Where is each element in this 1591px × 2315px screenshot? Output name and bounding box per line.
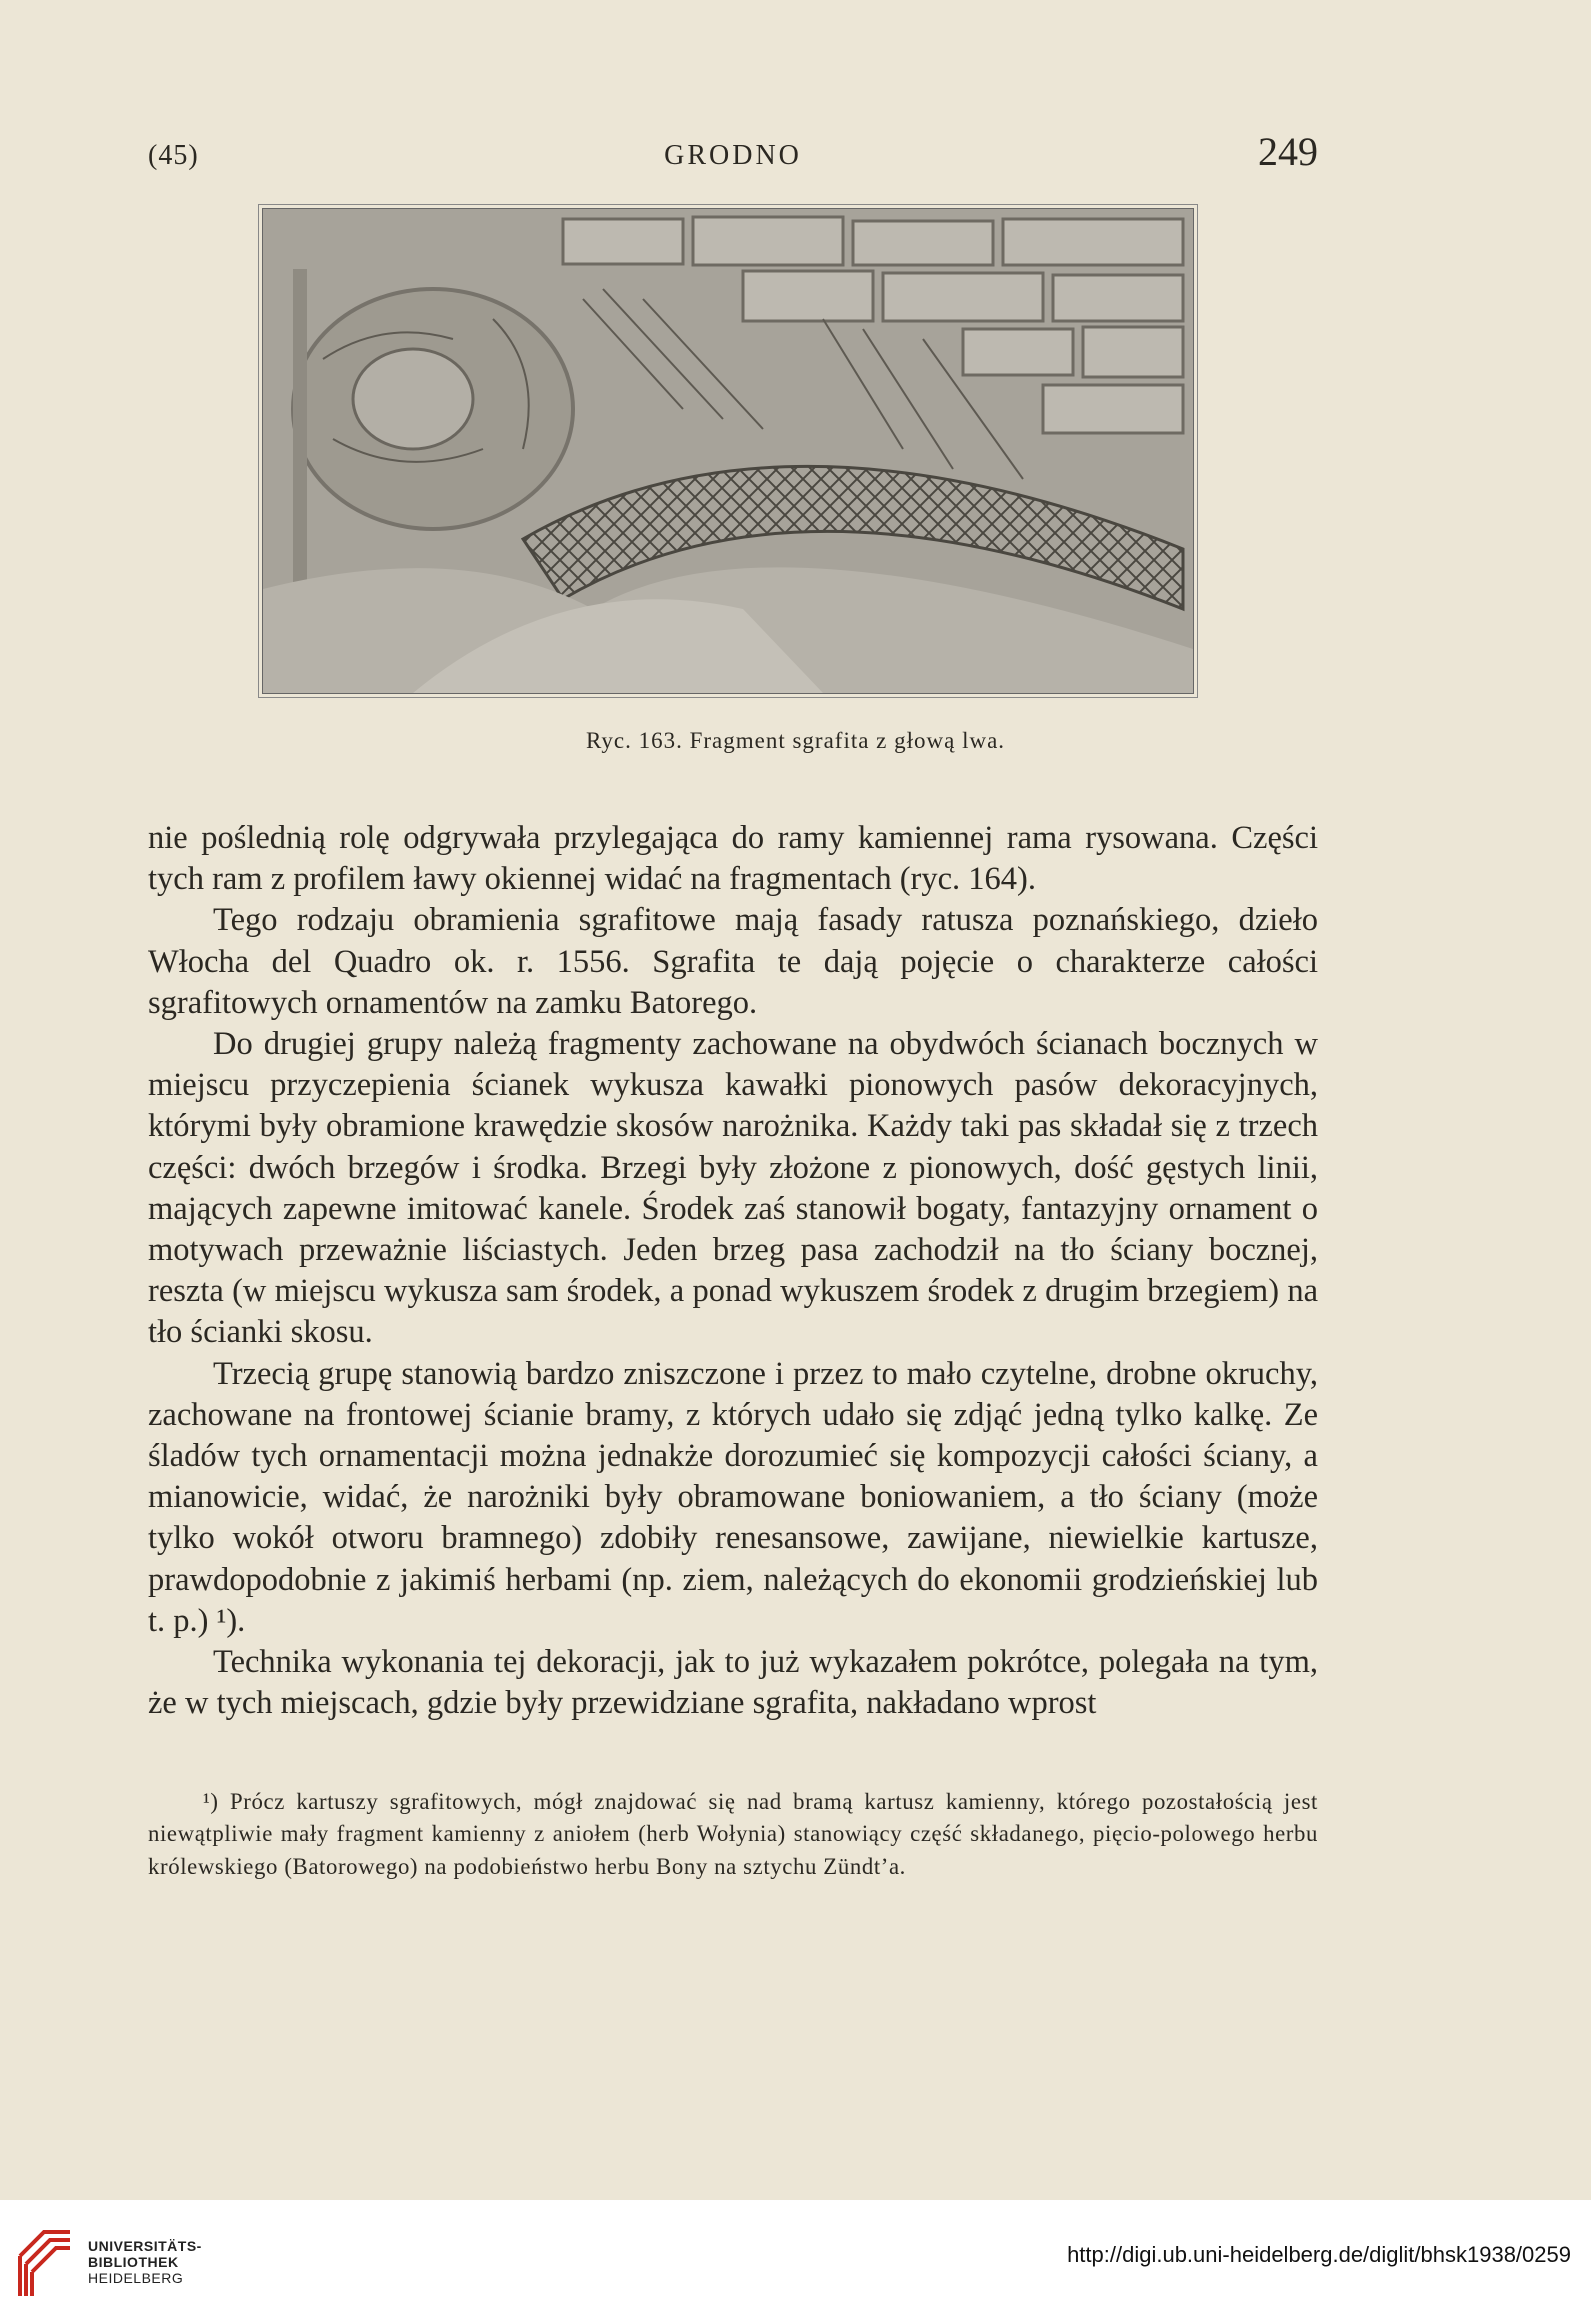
- section-number: (45): [148, 140, 199, 171]
- footnote-body: Prócz kartuszy sgrafitowych, mógł znajdować się nad bramą kartusz kamienny, którego pozostałością jest niewątpliwie mały fragment kamienny z aniołem (herb Wołynia) stanowiący część składanego, pięcio-polowego herbu królewskiego (Batorowego) na podobieństwo herbu Bony na sztychu Zündt’a.: [148, 1789, 1318, 1879]
- footnote-text: [148, 1786, 1318, 1883]
- footnote-marker: ¹): [203, 1789, 219, 1814]
- library-name: [88, 2238, 202, 2286]
- footnote: [148, 1786, 1318, 1883]
- library-line: UNIVERSITÄTS-: [88, 2238, 202, 2254]
- university-library-logo-icon: [14, 2216, 76, 2300]
- page-number: 249: [1258, 129, 1318, 174]
- paragraph: Tego rodzaju obramienia sgrafitowe mają fasady ratusza poznańskiego, dzieło Włocha del Quadro ok. r. 1556. Sgrafita te dają pojęcie o charakterze całości sgrafitowych ornamentów na zamku Batorego.: [148, 902, 1318, 1021]
- paragraph: Do drugiej grupy należą fragmenty zachowane na obydwóch ścianach bocznych w miejscu przyczepienia ścianek wykusza kawałki pionowych pasów dekoracyjnych, którymi były obramione krawędzie skosów narożnika. Każdy taki pas składał się z trzech części: dwóch brzegów i środka. Brzegi były złożone z pionowych, dość gęstych linii, mających zapewne imitować kanele. Środek zaś stanowił bogaty, fantazyjny ornament o motywach przeważnie liściastych. Jeden brzeg pasa zachodził na tło ściany bocznej, reszta (w miejscu wykusza sam środek, a ponad wykuszem środek z drugim brzegiem) na tło ścianki skosu.: [148, 1026, 1318, 1351]
- figure-photo: [262, 208, 1194, 694]
- library-line: HEIDELBERG: [88, 2270, 184, 2286]
- page-header: [148, 128, 1318, 178]
- paragraph: Trzecią grupę stanowią bardzo zniszczone i przez to mało czytelne, drobne okruchy, zachowane na frontowej ścianie bramy, z których udało się zdjąć jedną tylko kalkę. Ze śladów tych ornamentacji można jednakże dorozumieć się kompozycji całości ściany, a mianowicie, widać, że narożniki były obramowane boniowaniem, a tło ściany (może tylko wokół otworu bramnego) zdobiły renesansowe, zawijane, niewielkie kartusze, prawdopodobnie z jakimiś herbami (np. ziem, należących do ekonomii grodzieńskiej lub t. p.) ¹).: [148, 1355, 1318, 1639]
- page-footer: [0, 2200, 1591, 2315]
- figure-caption: Ryc. 163. Fragment sgrafita z głową lwa.: [585, 728, 1006, 753]
- paragraph: nie poślednią rolę odgrywała przylegająca do ramy kamiennej rama rysowana. Części tych ram z profilem ławy okiennej widać na fragmentach (ryc. 164).: [148, 820, 1318, 898]
- library-line: BIBLIOTHEK: [88, 2254, 179, 2270]
- source-url[interactable]: http://digi.ub.uni-heidelberg.de/diglit/bhsk1938/0259: [1067, 2242, 1571, 2267]
- body-text: [148, 818, 1318, 1724]
- running-title: GRODNO: [664, 140, 802, 171]
- paragraph: Technika wykonania tej dekoracji, jak to już wykazałem pokrótce, polegała na tym, że w tych miejscach, gdzie były przewidziane sgrafita, nakładano wprost: [148, 1644, 1318, 1722]
- sgraffito-photo-illustration: [263, 209, 1193, 693]
